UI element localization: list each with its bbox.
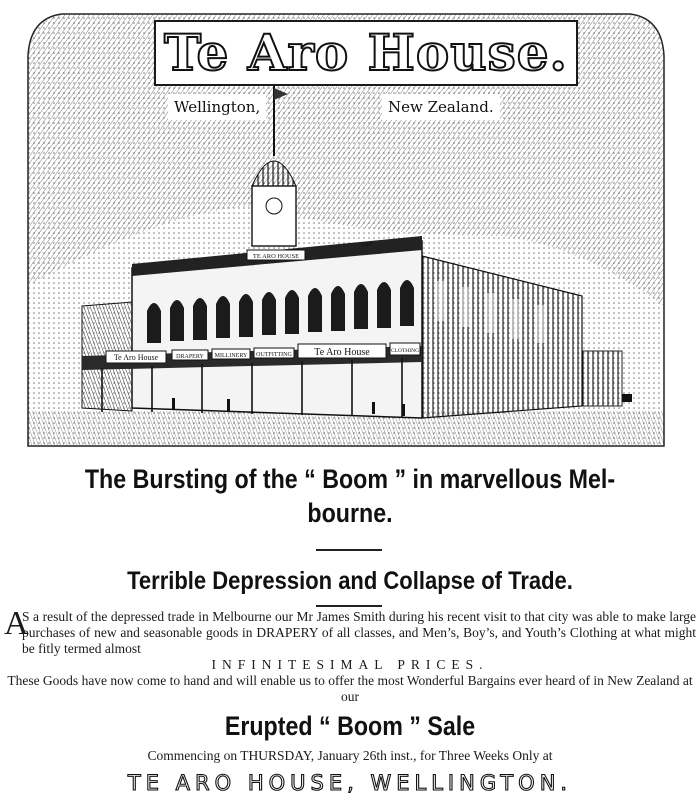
sign-parapet: TE ARO HOUSE xyxy=(252,253,300,260)
sign-shop-left: Te Aro House xyxy=(113,353,159,362)
sale-dates: Commencing on THURSDAY, January 26th inst., for Three Weeks Only at xyxy=(147,748,553,763)
sale-title: Erupted “ Boom ” Sale xyxy=(224,711,476,741)
store-footer: TE ARO HOUSE, WELLINGTON. xyxy=(127,771,573,795)
sign-drapery: DRAPERY xyxy=(176,354,204,360)
clock-tower xyxy=(252,186,296,246)
tower-clock xyxy=(266,198,282,214)
headline-line-2: bourne. xyxy=(307,498,393,528)
headline-line-1: The Bursting of the “ Boom ” in marvellous Mel- xyxy=(84,464,616,494)
divider-rule-2 xyxy=(316,605,382,607)
headline xyxy=(49,462,651,530)
infinitesimal-prices: INFINITESIMAL PRICES. xyxy=(211,657,489,672)
article-paragraph-text: S a result of the depressed trade in Melbourne our Mr James Smith during his recent visit to that city was able to make large purchases of new and seasonable goods in DRAPERY of all classes, and Men’s, Boy’s, and Youth’s Clothing at what might be fitly termed almost xyxy=(22,609,696,656)
sign-shop-main: Te Aro House xyxy=(314,347,370,358)
sign-millinery: MILLINERY xyxy=(214,353,248,359)
masthead-country: New Zealand. xyxy=(382,94,500,120)
masthead-city: Wellington, xyxy=(168,94,266,120)
divider-rule xyxy=(316,549,382,551)
sign-clothing: CLOTHING xyxy=(390,348,420,354)
neighbor-building xyxy=(582,351,622,406)
sign-outfitting: OUTFITTING xyxy=(256,352,292,358)
masthead-title: Te Aro House. xyxy=(154,20,578,86)
subheadline: Terrible Depression and Collapse of Trade. xyxy=(127,567,573,595)
drop-cap: A xyxy=(4,605,29,642)
street xyxy=(28,411,664,446)
article-paragraph xyxy=(4,605,696,657)
goods-announcement: These Goods have now come to hand and will enable us to offer the most Wonderful Bargains ever heard of in New Zealand at our xyxy=(7,673,693,704)
building-year: 1885 xyxy=(361,242,373,248)
store-engraving xyxy=(22,6,670,456)
article-body xyxy=(4,605,696,705)
